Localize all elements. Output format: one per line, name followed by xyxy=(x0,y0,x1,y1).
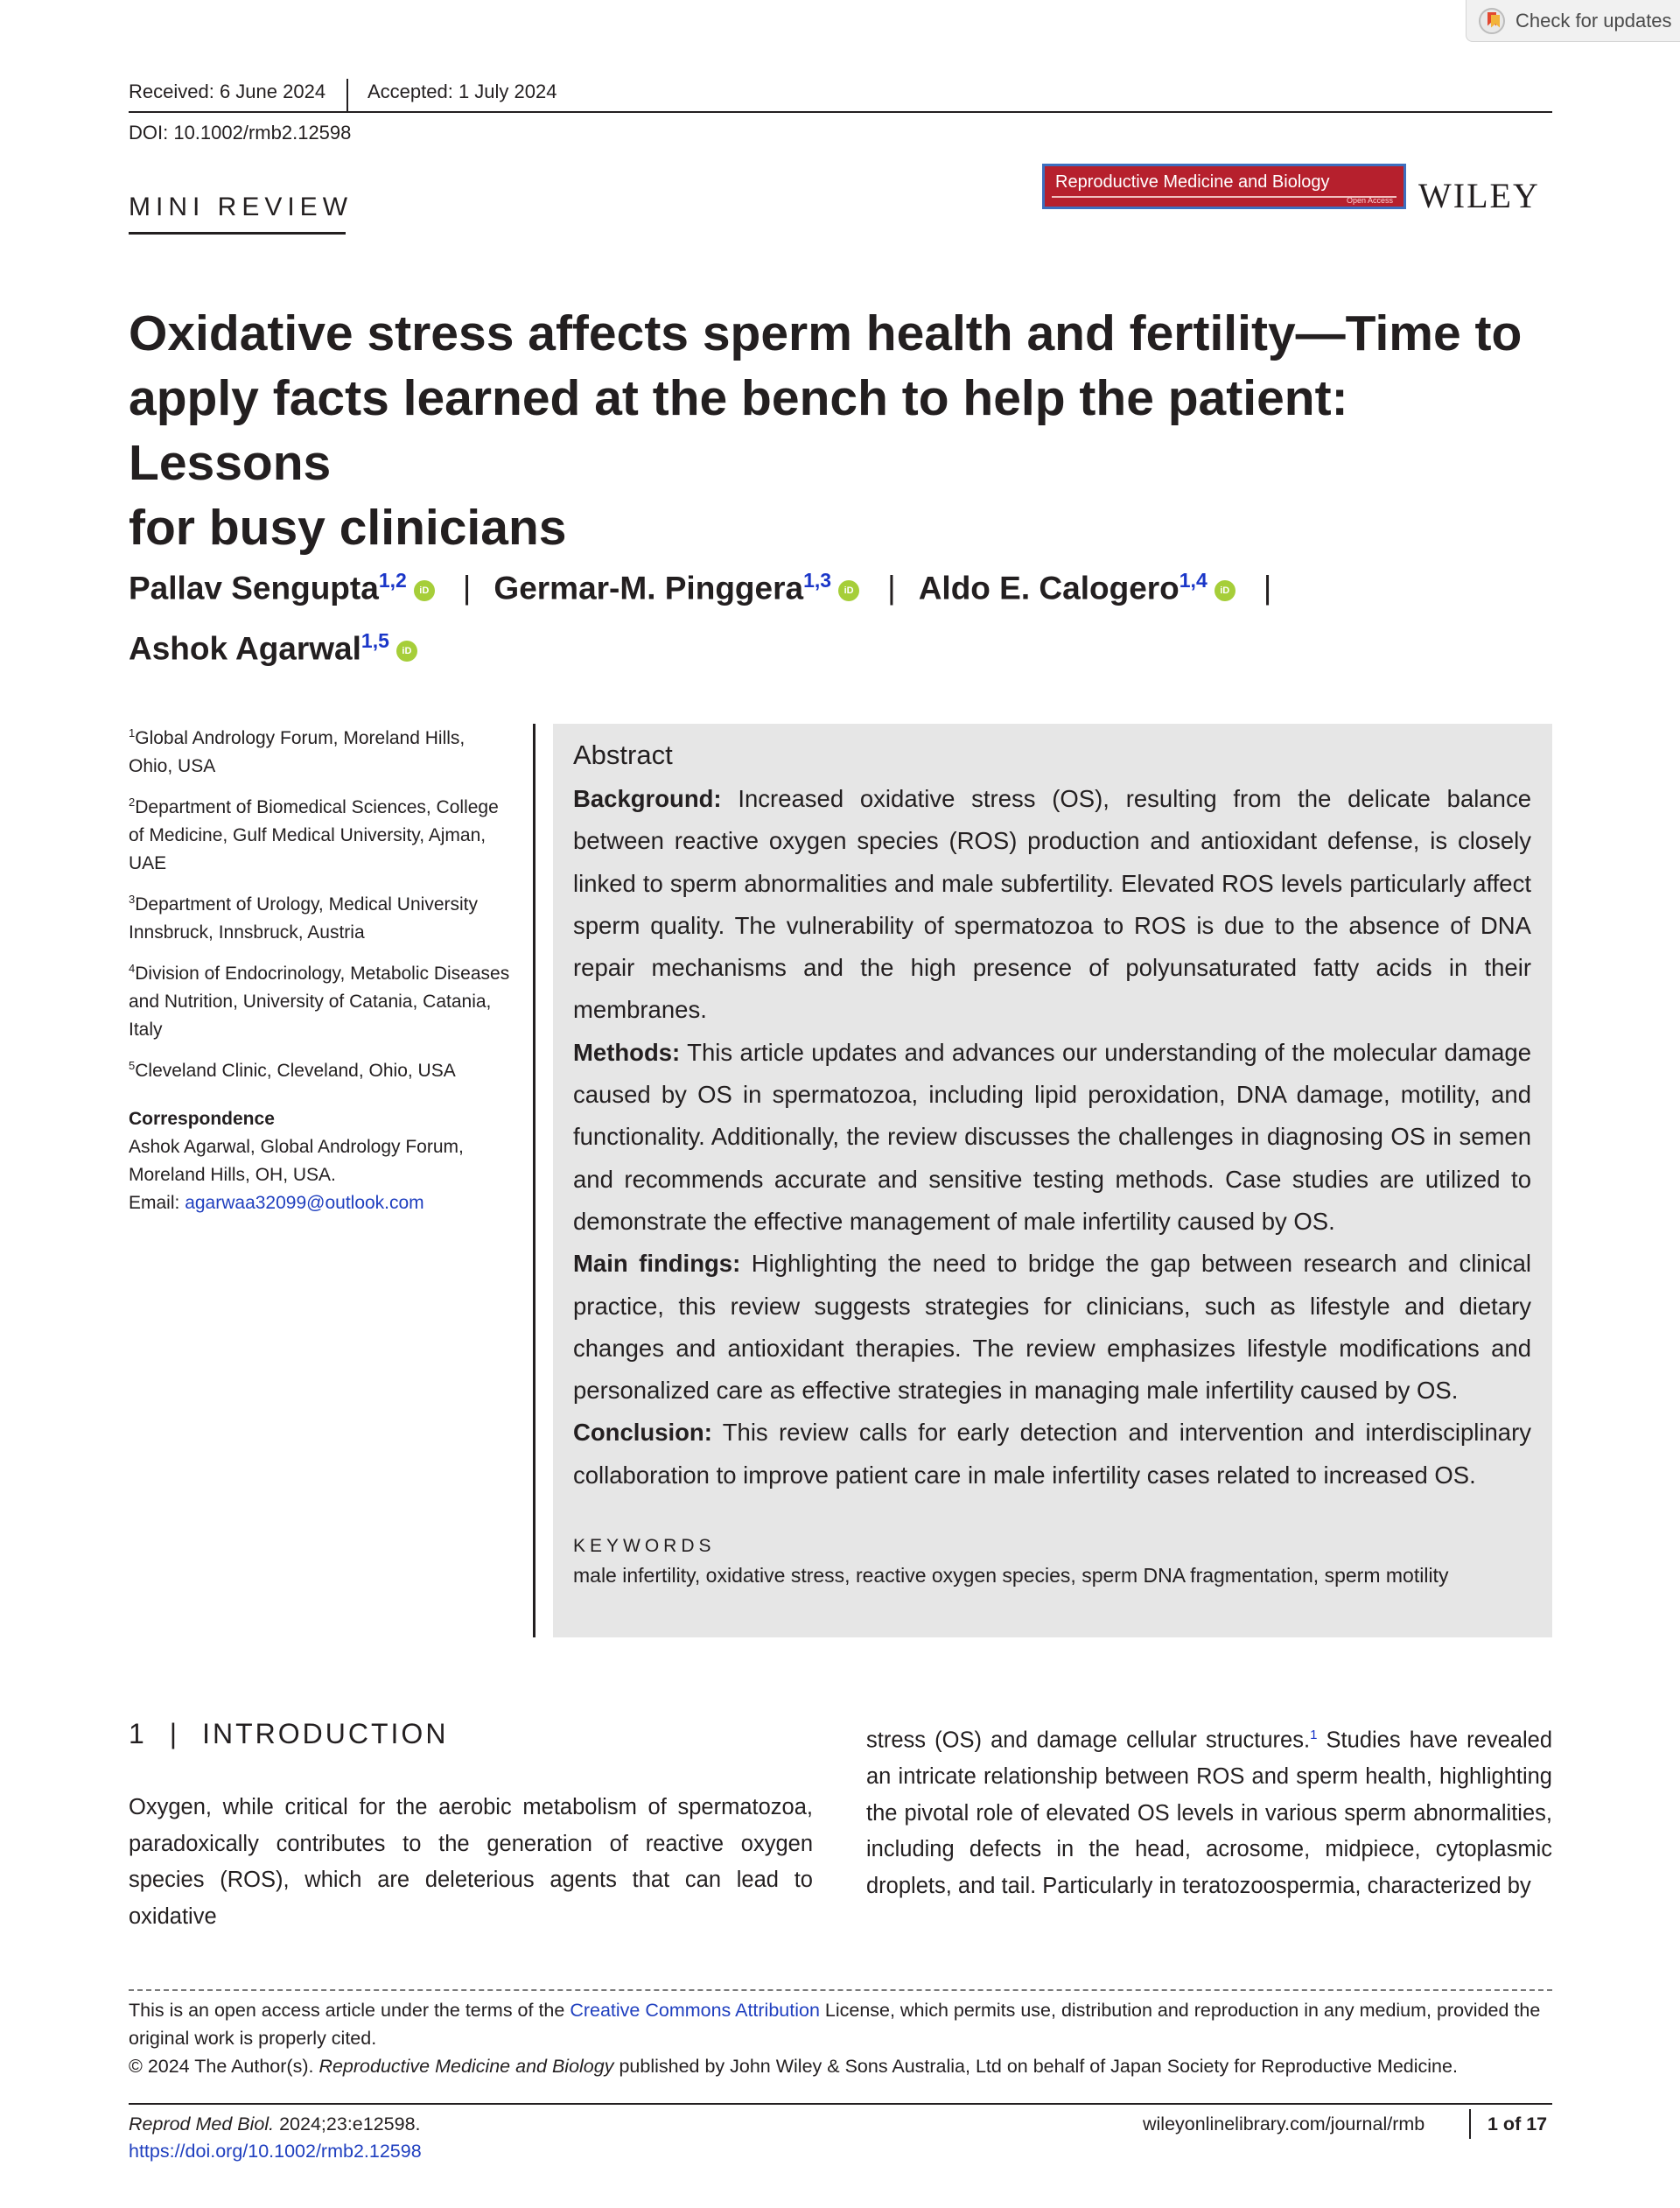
section-heading xyxy=(129,1718,448,1750)
check-for-updates-label: Check for updates xyxy=(1516,9,1672,32)
article-type-underline xyxy=(129,232,346,235)
open-access-label: Open Access xyxy=(1346,196,1393,205)
publisher-logo: WILEY xyxy=(1418,176,1540,215)
affiliations xyxy=(129,719,514,1217)
orcid-icon[interactable]: iD xyxy=(838,580,859,601)
section-number: 1 xyxy=(129,1718,147,1749)
author-separator: | xyxy=(887,570,896,606)
author-separator: | xyxy=(1263,570,1272,606)
author-name[interactable]: Aldo E. Calogero xyxy=(918,570,1180,606)
keywords-heading: KEYWORDS xyxy=(573,1536,716,1556)
section-title: INTRODUCTION xyxy=(202,1718,449,1749)
author-line-1 xyxy=(129,554,1564,614)
journal-banner[interactable] xyxy=(1042,164,1406,209)
abstract-conclusion: Conclusion: This review calls for early detection and intervention and interdisciplinary collaboration to improve patient care in male infertility cases related to increased OS. xyxy=(573,1419,1531,1489)
abstract-body xyxy=(573,778,1531,1497)
intro-paragraph: Oxygen, while critical for the aerobic metabolism of spermatozoa, paradoxically contributes to the generation of reactive oxygen species (ROS), which are deleterious agents that can lead to oxidative xyxy=(129,1795,813,1929)
author-name[interactable]: Germar-M. Pinggera xyxy=(494,570,804,606)
affiliation-item: $^4$Division of Endocrinology, Metabolic Diseases and Nutrition, University of Catania, Catania, Italy xyxy=(129,962,510,1040)
correspondence-heading: Correspondence xyxy=(129,1109,275,1129)
article-type: MINI REVIEW xyxy=(129,193,354,221)
journal-banner-title: Reproductive Medicine and Biology xyxy=(1055,172,1330,192)
correspondence-email-link[interactable]: agarwaa32099@outlook.com xyxy=(185,1193,424,1213)
author-affil-sup[interactable]: 1,5 xyxy=(360,629,389,653)
citation-line: Reprod Med Biol. 2024;23:e12598. xyxy=(129,2113,421,2134)
journal-site-link[interactable]: wileyonlinelibrary.com/journal/rmb xyxy=(1143,2113,1425,2134)
abstract-heading: Abstract xyxy=(573,740,673,770)
intro-right-column xyxy=(866,1717,1552,1904)
author-name[interactable]: Pallav Sengupta xyxy=(129,570,379,606)
affiliation-item: $^5$Cleveland Clinic, Cleveland, Ohio, USA xyxy=(129,1059,456,1081)
footer-citation xyxy=(129,2111,422,2165)
orcid-icon[interactable]: iD xyxy=(414,580,435,601)
affiliation-item: $^1$Global Andrology Forum, Moreland Hills, Ohio, USA xyxy=(129,726,466,776)
affiliation-item: $^3$Department of Urology, Medical University Innsbruck, Innsbruck, Austria xyxy=(129,893,478,943)
license-block xyxy=(129,1996,1552,2080)
correspondence-email-row: Email: agarwaa32099@outlook.com xyxy=(129,1193,424,1213)
orcid-icon[interactable]: iD xyxy=(1214,580,1236,601)
abstract-methods: Methods: This article updates and advances our understanding of the molecular damage caused by OS in spermatozoa, including lipid peroxidation, DNA damage, motility, and functionality. Additionally, the review discusses the challenges in diagnosing OS in semen and recommends accurate and sensitive testing methods. Case studies are utilized to demonstrate the effective management of male infertility caused by OS. xyxy=(573,1038,1531,1235)
author-affil-sup[interactable]: 1,2 xyxy=(378,569,407,592)
article-title xyxy=(129,301,1564,560)
title-line-3: for busy clinicians xyxy=(129,500,567,556)
section-separator: | xyxy=(169,1718,180,1749)
cc-license-link[interactable]: Creative Commons Attribution xyxy=(570,2000,820,2021)
author-affil-sup[interactable]: 1,3 xyxy=(803,569,832,592)
author-list xyxy=(129,554,1564,676)
author-line-2 xyxy=(129,614,1564,675)
doi: DOI: 10.1002/rmb2.12598 xyxy=(129,122,352,144)
intro-left-column xyxy=(129,1790,813,1935)
title-line-2: apply facts learned at the bench to help the patient: Lessons xyxy=(129,370,1348,491)
bookmark-badge-icon xyxy=(1479,8,1505,34)
doi-link[interactable]: https://doi.org/10.1002/rmb2.12598 xyxy=(129,2141,422,2162)
author-separator: | xyxy=(462,570,472,606)
intro-paragraph: stress (OS) and damage cellular structures.$^1$ Studies have revealed an intricate relationship between ROS and sperm health, highlighting the pivotal role of elevated OS levels in various sperm abnormalities, including defects in the head, acrosome, midpiece, cytoplasmic droplets, and tail. Particularly in teratozoospermia, characterized by xyxy=(866,1728,1552,1898)
abstract-findings: Main findings: Highlighting the need to bridge the gap between research and clinical practice, this review suggests strategies for clinicians, such as lifestyle and dietary changes and antioxidant therapies. The review emphasizes lifestyle modifications and personalized care as effective strategies in managing male infertility caused by OS. xyxy=(573,1250,1531,1405)
license-text: This is an open access article under the terms of the Creative Commons Attribution License, which permits use, distribution and reproduction in any medium, provided the original work is properly cited. xyxy=(129,2000,1541,2049)
abstract-background: Background: Increased oxidative stress (OS), resulting from the delicate balance between reactive oxygen species (ROS) production and antioxidant defense, is closely linked to sperm abnormalities and male subfertility. Elevated ROS levels particularly affect sperm quality. The vulnerability of spermatozoa to ROS is due to the absence of DNA repair mechanisms and the high presence of polyunsaturated fatty acids in their membranes. xyxy=(573,785,1531,1024)
license-divider xyxy=(129,1989,1552,1991)
footer-separator xyxy=(1469,2109,1471,2139)
copyright-text: © 2024 The Author(s). Reproductive Medicine and Biology published by John Wiley & Sons Australia, Ltd on behalf of Japan Society for Reproductive Medicine. xyxy=(129,2056,1458,2077)
orcid-icon[interactable]: iD xyxy=(396,641,417,662)
author-affil-sup[interactable]: 1,4 xyxy=(1179,569,1208,592)
accepted-date: Accepted: 1 July 2024 xyxy=(368,81,557,102)
header-rule xyxy=(129,111,1552,113)
footer-rule xyxy=(129,2103,1552,2105)
abstract-divider xyxy=(533,724,536,1637)
correspondence-line: Ashok Agarwal, Global Andrology Forum, xyxy=(129,1137,464,1157)
page-number: 1 of 17 xyxy=(1488,2113,1548,2134)
received-date: Received: 6 June 2024 xyxy=(129,81,326,102)
meta-separator xyxy=(346,79,348,112)
citation-link[interactable]: 1 xyxy=(1310,1728,1318,1742)
keywords-list: male infertility, oxidative stress, reactive oxygen species, sperm DNA fragmentation, sperm motility xyxy=(573,1564,1449,1587)
affiliation-item: $^2$Department of Biomedical Sciences, College of Medicine, Gulf Medical University, Ajman, UAE xyxy=(129,796,499,873)
author-name[interactable]: Ashok Agarwal xyxy=(129,630,361,667)
title-line-1: Oxidative stress affects sperm health and fertility—Time to xyxy=(129,305,1522,361)
journal-banner-rule xyxy=(1052,196,1396,198)
correspondence-line: Moreland Hills, OH, USA. xyxy=(129,1165,336,1185)
check-for-updates-button[interactable] xyxy=(1466,0,1680,42)
